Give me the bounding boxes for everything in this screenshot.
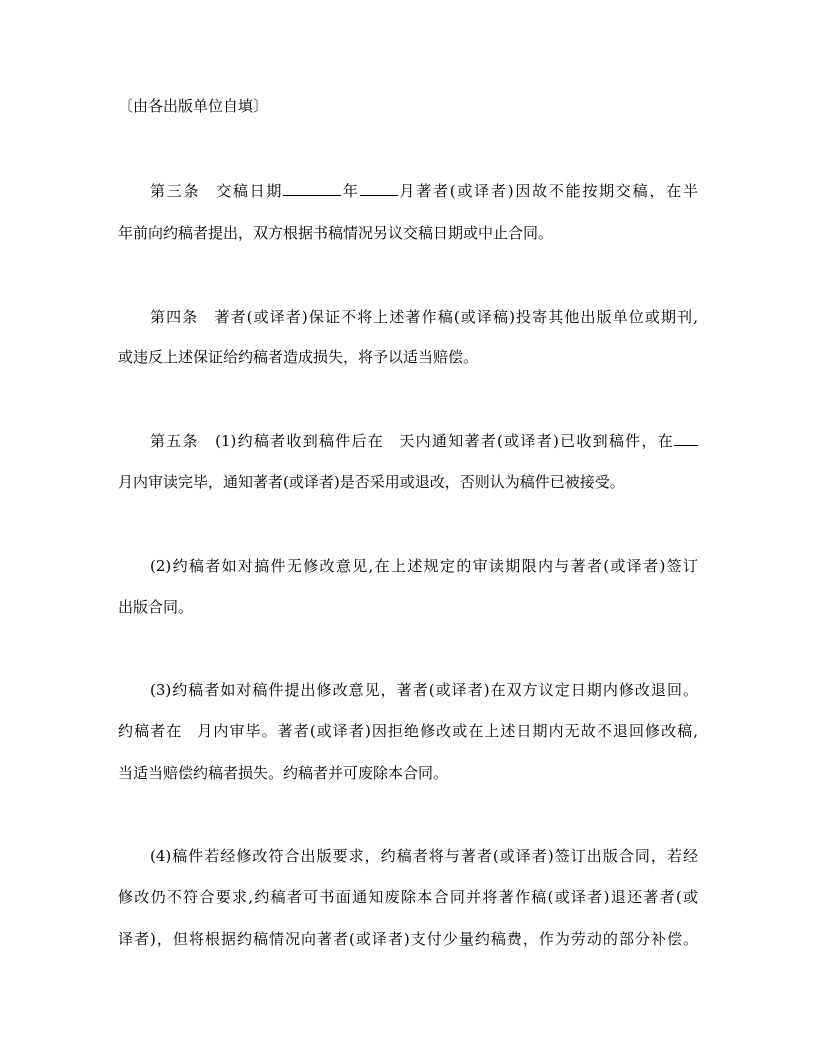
article-4-line-1: 第四条 著者(或译者)保证不将上述著作稿(或译稿)投寄其他出版单位或期刊, <box>150 308 698 326</box>
article-5-line-1 <box>150 430 698 451</box>
year-blank <box>283 180 341 196</box>
article-3-field-label: 交稿日期 <box>214 182 284 200</box>
article-5-text-a: 第五条 (1)约稿者收到稿件后在 <box>150 432 385 450</box>
article-5-line-2: 月内审读完毕，通知著者(或译者)是否采用或退改，否则认为稿件已被接受。 <box>118 473 625 491</box>
article-3-label: 第三条 <box>150 182 201 200</box>
clause-4-line-3: 译者)，但将根据约稿情况向著者(或译者)支付少量约稿费，作为劳动的部分补偿。 <box>118 930 698 948</box>
article-3-line-2: 年前向约稿者提出，双方根据书稿情况另议交稿日期或中止合同。 <box>118 224 554 242</box>
clause-3-text-b: 月内审毕。著者(或译者)因拒绝修改或在上述日期内无故不退回修改稿, <box>196 722 698 740</box>
clause-3-line-1: (3)约稿者如对稿件提出修改意见，著者(或译者)在双方议定日期内修改退回。 <box>150 681 698 699</box>
month-blank <box>360 180 398 196</box>
article-5-text-b: 天内通知著者(或译者)已收到稿件，在 <box>398 432 674 450</box>
clause-3-line-2 <box>118 721 698 741</box>
month-count-blank <box>674 430 698 446</box>
clause-2-line-1: (2)约稿者如对搞件无修改意见,在上述规定的审读期限内与著者(或译者)签订 <box>150 557 698 575</box>
month-unit: 月 <box>397 182 417 200</box>
clause-3-text-a: 约稿者在 <box>118 722 183 740</box>
clause-2-line-2: 出版合同。 <box>118 598 194 616</box>
clause-3-line-3: 当适当赔偿约稿者损失。约稿者并可废除本合同。 <box>118 764 449 782</box>
article-4-line-2: 或违反上述保证给约稿者造成损失，将予以适当赔偿。 <box>118 348 479 366</box>
year-unit: 年 <box>341 182 360 200</box>
article-3-line-1 <box>150 180 698 201</box>
article-3-text: 著者(或译者)因故不能按期交稿，在半 <box>416 182 698 200</box>
note-line: 〔由各出版单位自填〕 <box>118 97 269 115</box>
clause-4-line-2: 修改仍不符合要求,约稿者可书面通知废除本合同并将著作稿(或译者)退还著者(或 <box>118 888 698 906</box>
clause-4-line-1: (4)稿件若经修改符合出版要求，约稿者将与著者(或译者)签订出版合同，若经 <box>150 847 698 865</box>
